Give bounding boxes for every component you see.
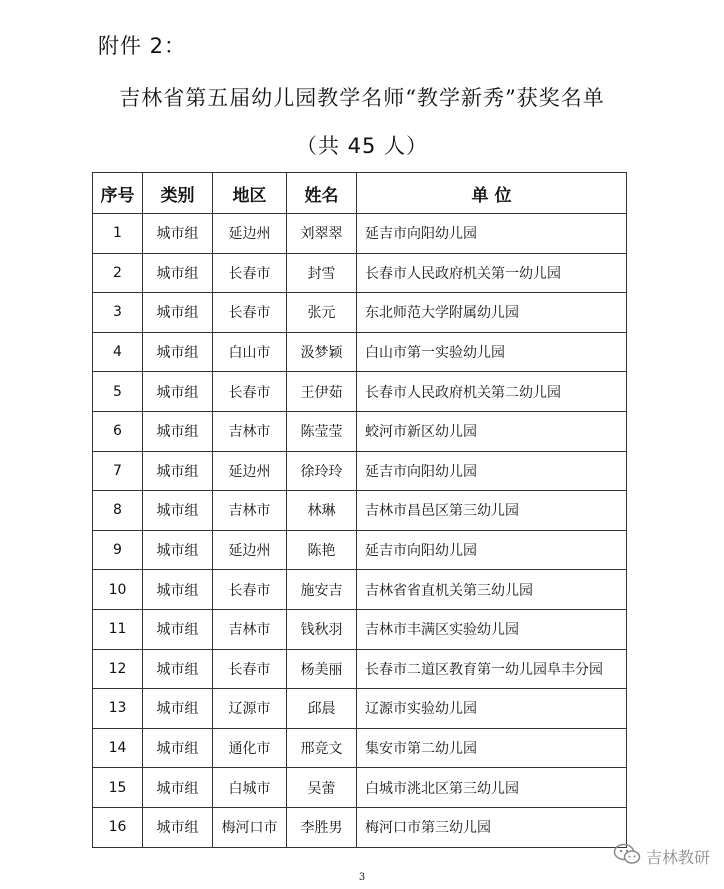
cell-category: 城市组 xyxy=(143,728,213,768)
cell-region: 延边州 xyxy=(213,214,287,254)
cell-category: 城市组 xyxy=(143,253,213,293)
table-row xyxy=(93,293,627,333)
cell-category: 城市组 xyxy=(143,530,213,570)
cell-name: 徐玲玲 xyxy=(287,451,357,491)
cell-name: 封雪 xyxy=(287,253,357,293)
cell-number: 12 xyxy=(93,649,143,689)
table-row xyxy=(93,768,627,808)
cell-region: 长春市 xyxy=(213,649,287,689)
cell-number: 3 xyxy=(93,293,143,333)
cell-number: 11 xyxy=(93,609,143,649)
cell-unit: 长春市人民政府机关第二幼儿园 xyxy=(357,372,627,412)
cell-name: 钱秋羽 xyxy=(287,609,357,649)
table-row xyxy=(93,609,627,649)
cell-region: 延边州 xyxy=(213,530,287,570)
cell-name: 张元 xyxy=(287,293,357,333)
wechat-icon xyxy=(613,843,641,869)
wechat-watermark xyxy=(613,843,710,869)
cell-category: 城市组 xyxy=(143,451,213,491)
award-list-table xyxy=(92,172,627,848)
table-row xyxy=(93,689,627,729)
table-row xyxy=(93,728,627,768)
cell-region: 辽源市 xyxy=(213,689,287,729)
cell-region: 通化市 xyxy=(213,728,287,768)
cell-name: 陈莹莹 xyxy=(287,411,357,451)
cell-name: 王伊茹 xyxy=(287,372,357,412)
watermark-text: 吉林教研 xyxy=(645,847,710,867)
cell-name: 林琳 xyxy=(287,491,357,531)
cell-number: 4 xyxy=(93,332,143,372)
table-row xyxy=(93,214,627,254)
cell-name: 吴蕾 xyxy=(287,768,357,808)
cell-unit: 梅河口市第三幼儿园 xyxy=(357,807,627,847)
page-number: 3 xyxy=(358,872,366,883)
cell-region: 长春市 xyxy=(213,372,287,412)
attachment-label: 附件 2： xyxy=(98,34,187,58)
cell-category: 城市组 xyxy=(143,768,213,808)
cell-unit: 长春市人民政府机关第一幼儿园 xyxy=(357,253,627,293)
cell-number: 6 xyxy=(93,411,143,451)
cell-number: 16 xyxy=(93,807,143,847)
cell-unit: 东北师范大学附属幼儿园 xyxy=(357,293,627,333)
table-row xyxy=(93,451,627,491)
cell-name: 邱晨 xyxy=(287,689,357,729)
cell-region: 吉林市 xyxy=(213,411,287,451)
cell-name: 杨美丽 xyxy=(287,649,357,689)
cell-category: 城市组 xyxy=(143,689,213,729)
cell-category: 城市组 xyxy=(143,332,213,372)
cell-region: 白山市 xyxy=(213,332,287,372)
cell-unit: 吉林省省直机关第三幼儿园 xyxy=(357,570,627,610)
cell-number: 2 xyxy=(93,253,143,293)
cell-category: 城市组 xyxy=(143,293,213,333)
cell-name: 李胜男 xyxy=(287,807,357,847)
cell-category: 城市组 xyxy=(143,570,213,610)
cell-number: 14 xyxy=(93,728,143,768)
cell-number: 9 xyxy=(93,530,143,570)
table-row xyxy=(93,649,627,689)
cell-category: 城市组 xyxy=(143,214,213,254)
cell-unit: 延吉市向阳幼儿园 xyxy=(357,530,627,570)
cell-category: 城市组 xyxy=(143,411,213,451)
cell-unit: 集安市第二幼儿园 xyxy=(357,728,627,768)
cell-unit: 蛟河市新区幼儿园 xyxy=(357,411,627,451)
cell-region: 梅河口市 xyxy=(213,807,287,847)
cell-unit: 辽源市实验幼儿园 xyxy=(357,689,627,729)
cell-number: 8 xyxy=(93,491,143,531)
cell-number: 7 xyxy=(93,451,143,491)
table-header-row xyxy=(93,173,627,214)
column-header-region: 地区 xyxy=(213,173,287,214)
cell-category: 城市组 xyxy=(143,807,213,847)
cell-region: 白城市 xyxy=(213,768,287,808)
cell-unit: 延吉市向阳幼儿园 xyxy=(357,451,627,491)
table-row xyxy=(93,570,627,610)
table-body xyxy=(93,214,627,848)
cell-unit: 延吉市向阳幼儿园 xyxy=(357,214,627,254)
cell-unit: 白山市第一实验幼儿园 xyxy=(357,332,627,372)
table-row xyxy=(93,491,627,531)
cell-unit: 白城市洮北区第三幼儿园 xyxy=(357,768,627,808)
cell-unit: 长春市二道区教育第一幼儿园阜丰分园 xyxy=(357,649,627,689)
cell-region: 延边州 xyxy=(213,451,287,491)
table-row xyxy=(93,332,627,372)
cell-unit: 吉林市丰满区实验幼儿园 xyxy=(357,609,627,649)
column-header-unit: 单 位 xyxy=(357,173,627,214)
cell-region: 吉林市 xyxy=(213,609,287,649)
cell-region: 长春市 xyxy=(213,570,287,610)
column-header-category: 类别 xyxy=(143,173,213,214)
cell-category: 城市组 xyxy=(143,649,213,689)
document-subtitle: （共 45 人） xyxy=(295,134,429,158)
column-header-number: 序号 xyxy=(93,173,143,214)
document-title: 吉林省第五届幼儿园教学名师“教学新秀”获奖名单 xyxy=(119,86,605,110)
cell-unit: 吉林市昌邑区第三幼儿园 xyxy=(357,491,627,531)
cell-category: 城市组 xyxy=(143,609,213,649)
table-row xyxy=(93,253,627,293)
table-row xyxy=(93,530,627,570)
cell-name: 汲梦颖 xyxy=(287,332,357,372)
cell-category: 城市组 xyxy=(143,372,213,412)
table-row xyxy=(93,411,627,451)
cell-region: 长春市 xyxy=(213,293,287,333)
cell-name: 邢竞文 xyxy=(287,728,357,768)
cell-name: 刘翠翠 xyxy=(287,214,357,254)
column-header-name: 姓名 xyxy=(287,173,357,214)
cell-region: 长春市 xyxy=(213,253,287,293)
cell-name: 陈艳 xyxy=(287,530,357,570)
cell-number: 1 xyxy=(93,214,143,254)
table-row xyxy=(93,807,627,847)
cell-number: 15 xyxy=(93,768,143,808)
cell-number: 13 xyxy=(93,689,143,729)
cell-region: 吉林市 xyxy=(213,491,287,531)
cell-name: 施安吉 xyxy=(287,570,357,610)
cell-category: 城市组 xyxy=(143,491,213,531)
table-row xyxy=(93,372,627,412)
cell-number: 10 xyxy=(93,570,143,610)
cell-number: 5 xyxy=(93,372,143,412)
